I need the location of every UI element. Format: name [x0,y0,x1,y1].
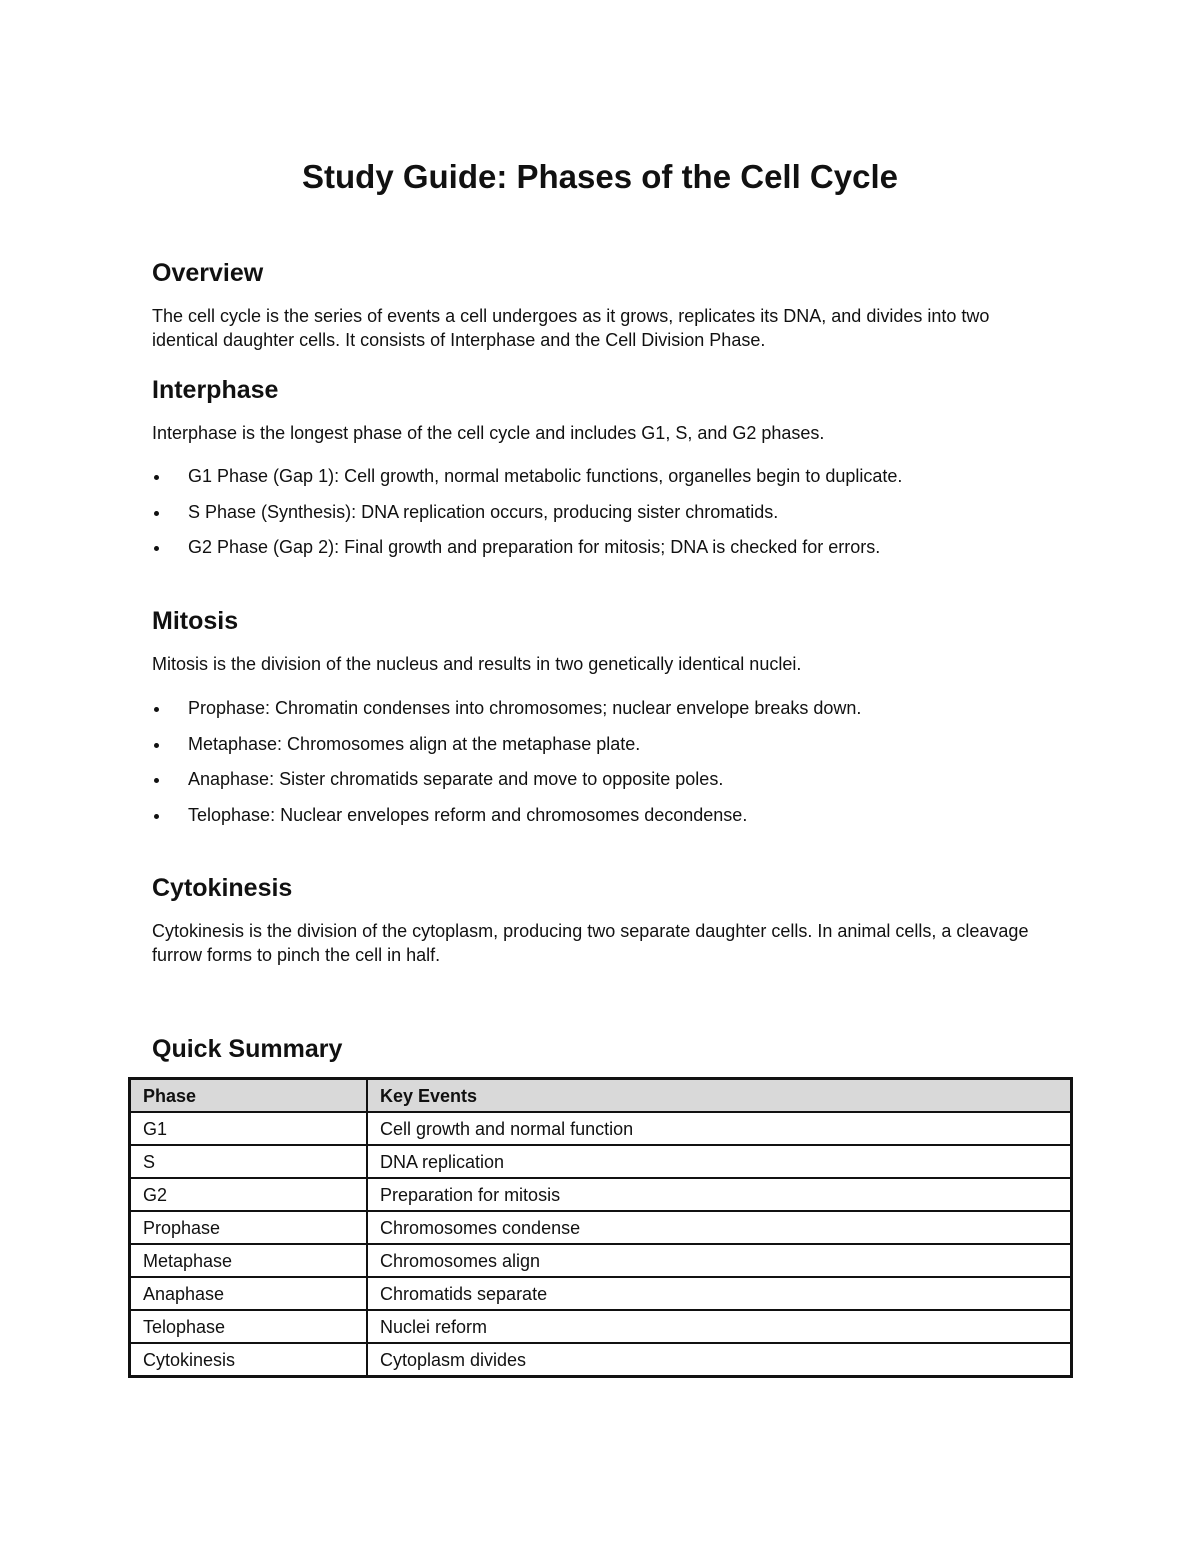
phase-cell: G2 [130,1178,368,1211]
table-row [130,1244,1072,1277]
bullet-icon [154,511,159,516]
table-header-row [130,1079,1072,1113]
phase-cell: G1 [130,1112,368,1145]
table-row [130,1310,1072,1343]
phase-cell: Telophase [130,1310,368,1343]
list-item-text: Telophase: Nuclear envelopes reform and chromosomes decondense. [188,804,748,825]
table-row [130,1211,1072,1244]
phase-cell: Prophase [130,1211,368,1244]
key-events-cell: Nuclei reform [367,1310,1072,1343]
phase-cell: Anaphase [130,1277,368,1310]
table-row [130,1343,1072,1377]
cytokinesis-heading: Cytokinesis [152,874,293,902]
list-item [152,732,1052,768]
interphase-intro: Interphase is the longest phase of the cell cycle and includes G1, S, and G2 phases. [152,423,825,443]
list-item [152,696,1052,732]
bullet-icon [154,778,159,783]
list-item-text: Anaphase: Sister chromatids separate and move to opposite poles. [188,769,724,789]
list-item-text: Metaphase: Chromosomes align at the metaphase plate. [188,733,641,754]
list-item [152,535,1052,571]
phase-cell: Cytokinesis [130,1343,368,1377]
bullet-icon [154,814,159,819]
column-header-key-events: Key Events [367,1079,1072,1113]
table-row [130,1277,1072,1310]
table-row [130,1178,1072,1211]
key-events-cell: Chromatids separate [367,1277,1072,1310]
summary-table [128,1077,1073,1378]
list-item-text: G2 Phase (Gap 2): Final growth and preparation for mitosis; DNA is checked for errors. [188,537,881,557]
list-item-text: G1 Phase (Gap 1): Cell growth, normal metabolic functions, organelles begin to duplicate. [188,466,903,486]
mitosis-heading: Mitosis [152,607,239,635]
list-item-text: S Phase (Synthesis): DNA replication occurs, producing sister chromatids. [188,501,779,522]
key-events-cell: Cell growth and normal function [367,1112,1072,1145]
column-header-phase: Phase [130,1079,368,1113]
overview-text: The cell cycle is the series of events a cell undergoes as it grows, replicates its DNA, and divides into two identical daughter cells. It consists of Interphase and the Cell Division Phase. [152,306,990,350]
cytokinesis-text: Cytokinesis is the division of the cytoplasm, producing two separate daughter cells. In animal cells, a cleavage furrow forms to pinch the cell in half. [152,921,1029,965]
key-events-cell: DNA replication [367,1145,1072,1178]
phase-cell: S [130,1145,368,1178]
key-events-cell: Cytoplasm divides [367,1343,1072,1377]
overview-heading: Overview [152,259,264,287]
bullet-icon [154,743,159,748]
phase-cell: Metaphase [130,1244,368,1277]
bullet-icon [154,475,159,480]
table-row [130,1145,1072,1178]
page-title: Study Guide: Phases of the Cell Cycle [302,158,898,195]
summary-heading: Quick Summary [152,1035,343,1063]
bullet-icon [154,546,159,551]
mitosis-intro: Mitosis is the division of the nucleus and results in two genetically identical nuclei. [152,654,802,674]
list-item [152,803,1052,839]
interphase-heading: Interphase [152,376,279,404]
list-item [152,500,1052,536]
key-events-cell: Chromosomes condense [367,1211,1072,1244]
list-item [152,767,1052,803]
interphase-list [152,464,1052,571]
list-item [152,464,1052,500]
key-events-cell: Chromosomes align [367,1244,1072,1277]
table-row [130,1112,1072,1145]
mitosis-list [152,696,1052,838]
bullet-icon [154,707,159,712]
list-item-text: Prophase: Chromatin condenses into chromosomes; nuclear envelope breaks down. [188,698,862,718]
key-events-cell: Preparation for mitosis [367,1178,1072,1211]
